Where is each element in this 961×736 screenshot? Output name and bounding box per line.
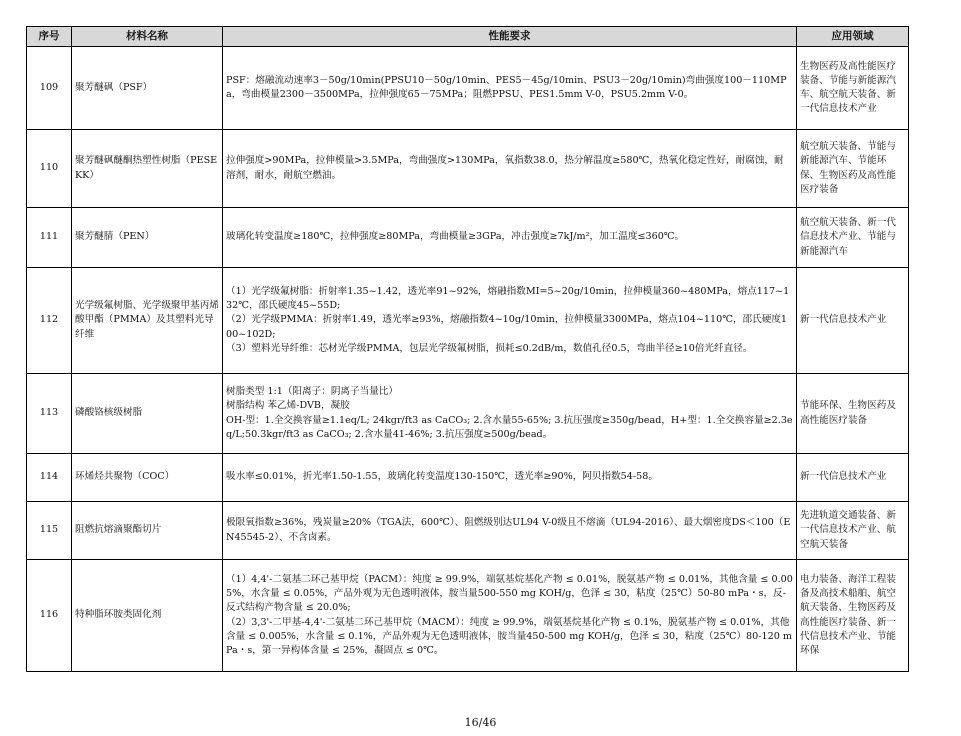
table-row: [27, 560, 909, 672]
row-performance: [223, 208, 797, 268]
row-application: 先进轨道交通装备、新一代信息技术产业、航空航天装备: [797, 502, 909, 560]
row-no: 116: [27, 560, 72, 672]
row-performance: [223, 130, 797, 208]
row-material-name: 聚芳醚砜醚酮热塑性树脂（PESEKK）: [72, 130, 223, 208]
header-application: 应用领域: [797, 27, 909, 47]
row-no: 110: [27, 130, 72, 208]
page-number: 16/46: [464, 716, 497, 729]
table-row: [27, 374, 909, 454]
table-row: [27, 208, 909, 268]
row-application: 生物医药及高性能医疗装备、节能与新能源汽车、航空航天装备、新一代信息技术产业: [797, 47, 909, 130]
table-row: [27, 502, 909, 560]
row-no: 112: [27, 268, 72, 374]
row-no: 115: [27, 502, 72, 560]
perf-line: （1）4,4'-二氨基二环己基甲烷（PACM）：纯度 ≥ 99.9%，端氨基烷基化产物 ≤ 0.01%，脱氨基产物 ≤ 0.01%，其他含量 ≤ 0.005%，水含量 ≤ 0.05%，产品外观为无色透明液体，胺当量500-550 mg KOH/g，色泽 ≤ 30，粘度（25℃）50-80 mPa・s，反-反式结构产物含量 ≤ 20.0%;: [226, 573, 793, 614]
perf-line: 吸水率≤0.01%，折光率1.50-1.55，玻璃化转变温度130-150℃，透光率≥90%，阿贝指数54-58。: [226, 471, 658, 483]
row-performance: [223, 268, 797, 374]
row-material-name: 磷酸铬核级树脂: [72, 374, 223, 454]
header-material-name: 材料名称: [72, 27, 223, 47]
header-no: 序号: [27, 27, 72, 47]
table-row: [27, 454, 909, 502]
row-performance: [223, 374, 797, 454]
row-performance: [223, 560, 797, 672]
perf-line: 树脂结构 苯乙烯-DVB，凝胶: [226, 400, 350, 412]
perf-line: 玻璃化转变温度≥180℃，拉伸强度≥80MPa，弯曲模量≥3GPa，冲击强度≥7kJ/m²，加工温度≤360℃。: [226, 231, 685, 243]
row-application: 节能环保、生物医药及高性能医疗装备: [797, 374, 909, 454]
row-material-name: 聚芳醚砜（PSF）: [72, 47, 223, 130]
row-material-name: 光学级氟树脂、光学级聚甲基丙烯酸甲酯（PMMA）及其塑料光导纤维: [72, 268, 223, 374]
row-application: 航空航天装备、节能与新能源汽车、节能环保、生物医药及高性能医疗装备: [797, 130, 909, 208]
row-material-name: 聚芳醚腈（PEN）: [72, 208, 223, 268]
header-performance: 性能要求: [223, 27, 797, 47]
row-material-name: 特种脂环胺类固化剂: [72, 560, 223, 672]
perf-line: （3）塑料光导纤维：芯材光学级PMMA，包层光学级氟树脂，损耗≤0.2dB/m，数值孔径0.5，弯曲半径≥10倍光纤直径。: [226, 342, 753, 354]
row-no: 113: [27, 374, 72, 454]
table-row: [27, 47, 909, 130]
row-no: 111: [27, 208, 72, 268]
perf-line: 拉伸强度>90MPa，拉伸模量>3.5MPa，弯曲强度>130MPa，氧指数38.0，热分解温度≥580℃，热氧化稳定性好，耐腐蚀，耐溶剂，耐水，耐航空燃油。: [226, 155, 784, 181]
row-application: 新一代信息技术产业: [797, 268, 909, 374]
table-row: [27, 268, 909, 374]
perf-line: （2）3,3'-二甲基-4,4'-二氨基二环己基甲烷（MACM）：纯度 ≥ 99.9%，端氨基烷基化产物 ≤ 0.1%，脱氨基产物 ≤ 0.01%，其他含量 ≤ 0.005%，水含量 ≤ 0.1%，产品外观为无色透明液体，胺当量450-500 mg KOH/g，色泽 ≤ 30，粘度（25℃）80-120 mPa・s，第一异构体含量 ≤ 25%，凝固点 ≤ 0℃。: [226, 616, 792, 656]
table-header-row: [27, 27, 909, 47]
row-application: 电力装备、海洋工程装备及高技术船舶、航空航天装备、生物医药及高性能医疗装备、新一代信息技术产业、节能环保: [797, 560, 909, 672]
spec-table: [26, 26, 909, 672]
row-performance: [223, 454, 797, 502]
row-material-name: 阻燃抗熔滴聚酯切片: [72, 502, 223, 560]
perf-line: （2）光学级PMMA：折射率1.49，透光率≥93%，熔融指数4~10g/10min，拉伸模量3300MPa，熔点104~110℃，邵氏硬度100~102D;: [226, 314, 788, 340]
perf-line: 树脂类型 1:1（阳离子：阴离子当量比）: [226, 386, 398, 398]
row-application: 航空航天装备、新一代信息技术产业、节能与新能源汽车: [797, 208, 909, 268]
row-application: 新一代信息技术产业: [797, 454, 909, 502]
table-row: [27, 130, 909, 208]
perf-line: （1）光学级氟树脂：折射率1.35~1.42，透光率91~92%，熔融指数MI=5~20g/10min，拉伸模量360~480MPa，熔点117~132℃，邵氏硬度45~55D;: [226, 285, 790, 312]
row-no: 109: [27, 47, 72, 130]
perf-line: PSF：熔融流动速率3－50g/10min(PPSU10－50g/10min、PES5－45g/10min、PSU3－20g/10min)弯曲强度100－110MPa，弯曲模量2300－3500MPa，拉伸强度65－75MPa；阻燃PPSU、PES1.5mm V-0，PSU5.2mm V-0。: [226, 74, 787, 100]
row-performance: [223, 47, 797, 130]
row-material-name: 环烯烃共聚物（COC）: [72, 454, 223, 502]
perf-line: OH-型：1.全交换容量≥1.1eq/L; 24kgr/ft3 as CaCO₃; 2.含水量55-65%; 3.抗压强度≥350g/bead，H+型：1.全交换容量≥2.3eq/L;50.3kgr/ft3 as CaCO₃; 2.含水量41-46%; 3.抗压强度≥500g/bead。: [226, 414, 793, 440]
row-performance: [223, 502, 797, 560]
row-no: 114: [27, 454, 72, 502]
perf-line: 极限氧指数≥36%，残炭量≥20%（TGA法，600℃）、阻燃级别达UL94 V-0级且不熔滴（UL94-2016）、最大烟密度DS＜100（EN45545-2）、不含卤素。: [226, 517, 791, 543]
